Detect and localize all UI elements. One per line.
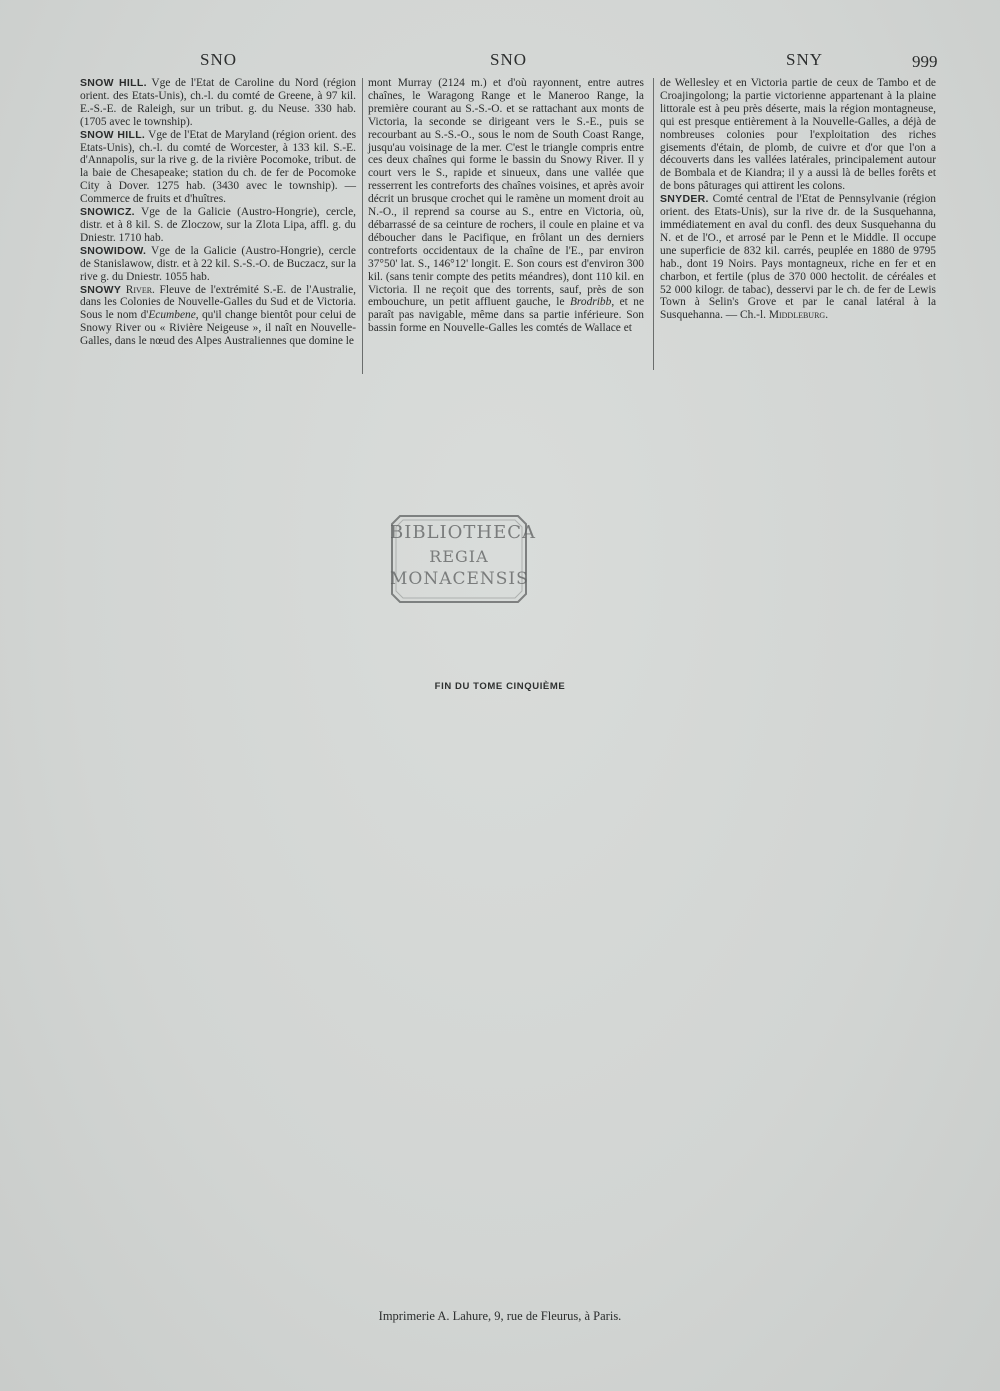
printer-imprint: Imprimerie A. Lahure, 9, rue de Fleurus, à Paris. — [378, 1309, 622, 1323]
entry-text: Vge de la Galicie (Austro-Hongrie), cercle, distr. et à 8 kil. S. de Zloczow, sur la Zlota Lipa, affl. g. du Dniestr. 1710 hab. — [80, 206, 356, 244]
running-head-left: SNO — [200, 50, 238, 69]
dictionary-entry — [80, 129, 356, 206]
column-divider — [362, 78, 363, 374]
entry-headword: SNOWY — [80, 283, 122, 296]
entry-place-name: Middleburg. — [768, 309, 829, 322]
entry-text: , et ne paraît pas navigable, même dans sa partie inférieure. Son bassin forme en Nouvelle-Galles les comtés de Wallace et — [368, 296, 645, 335]
entry-text: mont Murray (2124 m.) et d'où rayonnent, entre autres chaînes, le Waragong Range et le Maneroo Range, la première courant au S.-S.-O. et se rattachant aux monts de Victoria, la seconde se dirigeant vers le S.-E., puis se recourbant au S.-S.-O., sous le nom de South Coast Range, jusqu'au voisinage de la mer. C'est le triangle compris entre ces deux chaînes qui forme le bassin du Snowy River. Il y court vers le S., rapide et sinueux, dans une vallée que resserrent les contreforts des chaînes voisines, et après avoir décrit un brusque crochet qui le ramène un moment droit au N.-O., il reprend sa course au S., entre en Victoria, où, débarrassé de sa ceinture de rochers, il coule en plaine et va déboucher dans le Pacifique, en frôlant un des derniers contreforts occidentaux de la chaîne de l'E., par environ 37°50' lat. S., 146°12' longit. E. Son cours est d'environ 300 kil. (sans tenir compte des petits méandres), dont 110 kil. en Victoria. Il ne reçoit que des torrents, sauf, près de son embouchure, un petit affluent gauche, le — [368, 77, 644, 309]
dictionary-entry — [80, 206, 356, 245]
entry-text: Fleuve de l'extrémité S.-E. de l'Australie, dans les Colonies de Nouvelle-Galles du Sud et de Victoria. Sous le nom d' — [80, 283, 356, 322]
entry-text: , qu'il change bientôt pour celui de Snowy River ou « Rivière Neigeuse », il naît en Nouvelle-Galles, dans le nœud des Alpes Australiennes que domine le — [80, 309, 356, 348]
column-divider — [653, 78, 654, 370]
column-1 — [80, 77, 356, 348]
running-head-center: SNO — [490, 50, 528, 69]
entry-text: Vge de l'Etat de Maryland (région orient. des Etats-Unis), ch.-l. du comté de Worcester, à 133 kil. S.-E. d'Annapolis, sur la rive g. de la rivière Pocomoke, tribut. de la baie de Chesapeake; station du ch. de fer de Pocomoke City à Dover. 1275 hab. (3430 avec le township). — Commerce de fruits et d'huîtres. — [80, 128, 357, 206]
entry-headword: SNYDER. — [660, 193, 709, 206]
entry-continuation — [368, 77, 644, 335]
dictionary-entry — [660, 193, 936, 322]
entry-text: Vge de l'Etat de Caroline du Nord (région orient. des Etats-Unis), ch.-l. du comté de Greene, à 97 kil. E.-S.-E. de Raleigh, sur un tribut. g. du Neuse. 330 hab. (1705 avec le township). — [80, 77, 357, 128]
column-2 — [368, 77, 644, 335]
entry-headword: SNOW HILL. — [80, 128, 146, 141]
stamp-text: BIBLIOTHECA — [390, 522, 536, 543]
entry-headword: SNOWICZ. — [80, 206, 135, 219]
dictionary-entry — [80, 245, 356, 284]
entry-text: de Wellesley et en Victoria partie de ceux de Tambo et de Croajingolong; la partie victorienne appartenant à la plaine littorale est à peu près déserte, mais la région montagneuse, qui est presque entièrement à la Nouvelle-Galles, a déjà de nombreuses colonies pour l'exploitation des riches gisements d'étain, de plomb, de cuivre et d'or que l'on a découverts dans les vallées latérales, principalement autour de Bombala et de Kiandra; il y a aussi là de belles forêts et de bons pâturages qui attirent les colons. — [660, 77, 936, 193]
column-3 — [660, 77, 936, 322]
entry-italic-name: Brodribb — [569, 296, 612, 309]
entry-continuation — [660, 77, 936, 193]
entry-text: Vge de la Galicie (Austro-Hongrie), cercle de Stanislawow, distr. et à 22 kil. S.-S.-O. de Buczacz, sur la rive g. du Dniestr. 1055 hab. — [80, 244, 356, 283]
entry-headword-suffix: River. — [121, 283, 155, 296]
stamp-text: REGIA — [429, 547, 489, 566]
entry-text: Comté central de l'Etat de Pennsylvanie (région orient. des Etats-Unis), sur la rive dr. de la Susquehanna, immédiatement en aval du confl. des deux Susquehanna du N. et de l'O., et arrosé par le Penn et le Middle. Il occupe une superficie de 832 kil. carrés, peuplée en 1880 de 9795 hab., dont 19 Noirs. Pays montagneux, riche en fer et en charbon, et fertile (plus de 370 000 hectolit. de céréales et 52 000 kilogr. de tabac), desservi par le ch. de fer de Lewis Town à Selin's Grove et par le canal latéral à la Susquehanna. — Ch.-l. — [660, 193, 936, 322]
stamp-text: MONACENSIS — [390, 569, 529, 589]
library-stamp — [390, 514, 536, 604]
running-head-right: SNY — [786, 50, 824, 69]
entry-headword: SNOWIDOW. — [80, 244, 147, 257]
dictionary-entry — [80, 77, 356, 129]
entry-headword: SNOW HILL. — [80, 77, 147, 89]
end-of-volume-note: FIN DU TOME CINQUIÈME — [434, 681, 566, 692]
dictionary-entry — [80, 284, 356, 349]
entry-italic-name: Ecumbene — [148, 309, 196, 322]
page-number: 999 — [912, 52, 938, 71]
